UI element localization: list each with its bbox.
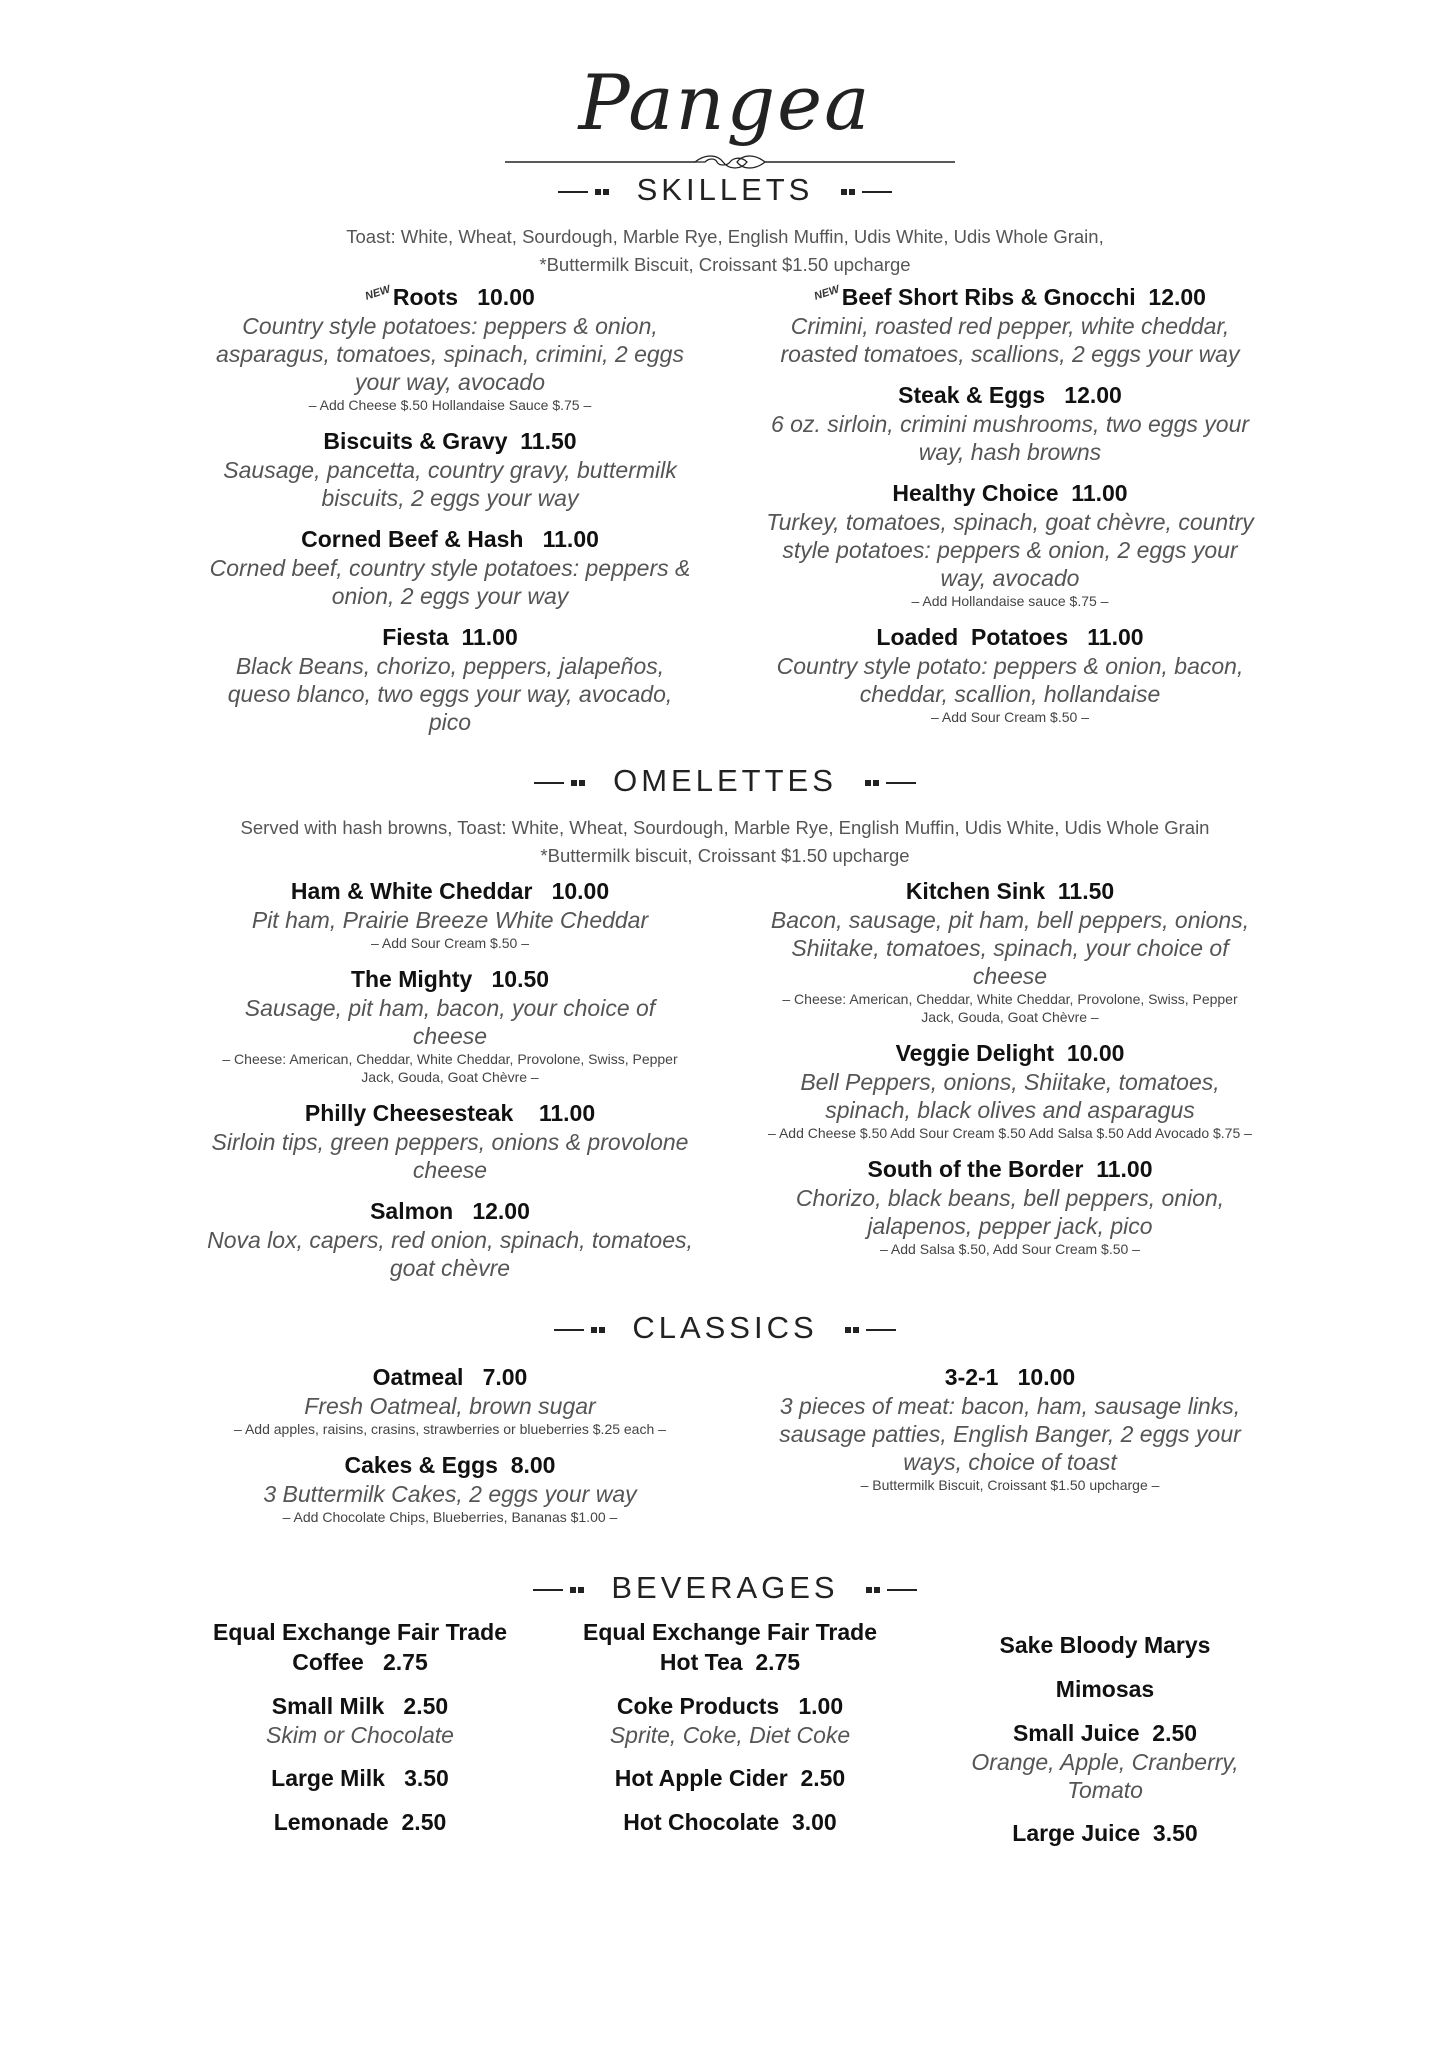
menu-item-name: Veggie Delight 10.00 bbox=[895, 1040, 1125, 1066]
menu-item-addon: – Cheese: American, Cheddar, White Cheddar, Provolone, Swiss, Pepper Jack, Gouda, Goat Chèvre – bbox=[782, 991, 1238, 1025]
section-heading-omelettes: OMELETTES bbox=[0, 763, 1450, 799]
menu-item-name: NEWBeef Short Ribs & Gnocchi 12.00 bbox=[765, 282, 1255, 312]
menu-item-addon: – Add Sour Cream $.50 – bbox=[931, 709, 1089, 725]
section-heading-skillets: SKILLETS bbox=[0, 172, 1450, 208]
menu-item-name: Cakes & Eggs 8.00 bbox=[344, 1452, 556, 1478]
menu-item-name: Loaded Potatoes 11.00 bbox=[876, 624, 1144, 650]
menu-item-description: Orange, Apple, Cranberry, Tomato bbox=[971, 1749, 1239, 1803]
menu-item-addon: – Cheese: American, Cheddar, White Cheddar, Provolone, Swiss, Pepper Jack, Gouda, Goat Chèvre – bbox=[222, 1051, 678, 1085]
menu-item bbox=[205, 426, 695, 512]
classics-left-column bbox=[205, 1362, 695, 1538]
menu-item bbox=[205, 524, 695, 610]
menu-item-name: Mimosas bbox=[1055, 1676, 1155, 1702]
menu-item-name: Steak & Eggs 12.00 bbox=[898, 382, 1122, 408]
new-badge: NEW bbox=[363, 283, 393, 303]
menu-item bbox=[210, 1691, 510, 1749]
section-heading-beverages: BEVERAGES bbox=[0, 1570, 1450, 1606]
menu-item bbox=[765, 1154, 1255, 1258]
omelettes-note: Served with hash browns, Toast: White, Wheat, Sourdough, Marble Rye, English Muffin, Udis White, Udis Whole Grain *Buttermilk biscuit, Croissant $1.50 upcharge bbox=[240, 817, 1210, 866]
menu-item-name: Small Milk 2.50 bbox=[271, 1693, 449, 1719]
menu-item-addon: – Add apples, raisins, crasins, strawberries or blueberries $.25 each – bbox=[234, 1421, 666, 1437]
menu-item bbox=[580, 1691, 880, 1749]
menu-item bbox=[205, 876, 695, 952]
menu-item bbox=[205, 282, 695, 414]
menu-item-name: The Mighty 10.50 bbox=[350, 966, 550, 992]
menu-item-description: Sausage, pit ham, bacon, your choice of cheese bbox=[244, 995, 656, 1049]
menu-item-name: Corned Beef & Hash 11.00 bbox=[301, 526, 599, 552]
menu-item bbox=[580, 1763, 880, 1793]
menu-item-name: Large Milk 3.50 bbox=[271, 1765, 449, 1791]
menu-item bbox=[765, 876, 1255, 1026]
menu-item bbox=[210, 1617, 514, 1677]
menu-item bbox=[955, 1718, 1255, 1804]
menu-item-name: South of the Border 11.00 bbox=[867, 1156, 1153, 1182]
menu-item-description: Crimini, roasted red pepper, white cheddar, roasted tomatoes, scallions, 2 eggs your way bbox=[780, 313, 1240, 367]
menu-item-name: Oatmeal 7.00 bbox=[372, 1364, 528, 1390]
menu-item bbox=[210, 1763, 510, 1793]
menu-item-description: Fresh Oatmeal, brown sugar bbox=[304, 1393, 596, 1419]
menu-item-description: Skim or Chocolate bbox=[266, 1722, 454, 1748]
menu-item bbox=[210, 1807, 510, 1837]
menu-item-name: Large Juice 3.50 bbox=[1012, 1820, 1198, 1846]
omelettes-right-column bbox=[765, 876, 1255, 1270]
menu-item-description: Pit ham, Prairie Breeze White Cheddar bbox=[251, 907, 649, 933]
menu-item-name: Hot Apple Cider 2.50 bbox=[614, 1765, 846, 1791]
menu-item-description: Country style potato: peppers & onion, bacon, cheddar, scallion, hollandaise bbox=[776, 653, 1244, 707]
menu-item bbox=[765, 380, 1255, 466]
skillets-right-column bbox=[765, 282, 1255, 738]
menu-item-description: 6 oz. sirloin, crimini mushrooms, two eggs your way, hash browns bbox=[770, 411, 1250, 465]
menu-item bbox=[580, 1807, 880, 1837]
section-heading-classics: CLASSICS bbox=[0, 1310, 1450, 1346]
beverages-column-3 bbox=[955, 1630, 1255, 1862]
menu-item-name: Equal Exchange Fair Trade Hot Tea 2.75 bbox=[583, 1619, 884, 1675]
menu-item bbox=[765, 1038, 1255, 1142]
menu-item-name: Fiesta 11.00 bbox=[382, 624, 518, 650]
menu-item-addon: – Add Cheese $.50 Add Sour Cream $.50 Add Salsa $.50 Add Avocado $.75 – bbox=[768, 1125, 1252, 1141]
menu-item bbox=[765, 1362, 1255, 1494]
menu-item bbox=[205, 1450, 695, 1526]
menu-item-name: Small Juice 2.50 bbox=[1012, 1720, 1198, 1746]
menu-item-name: 3-2-1 10.00 bbox=[944, 1364, 1076, 1390]
menu-item-name: Salmon 12.00 bbox=[370, 1198, 530, 1224]
menu-item-addon: – Add Hollandaise sauce $.75 – bbox=[911, 593, 1109, 609]
menu-item-description: Country style potatoes: peppers & onion, asparagus, tomatoes, spinach, crimini, 2 eggs your way, avocado bbox=[216, 313, 684, 395]
menu-item-description: 3 pieces of meat: bacon, ham, sausage links, sausage patties, English Banger, 2 eggs your ways, choice of toast bbox=[779, 1393, 1241, 1475]
menu-item-description: Bacon, sausage, pit ham, bell peppers, onions, Shiitake, tomatoes, spinach, your choice of cheese bbox=[770, 907, 1250, 989]
menu-item bbox=[955, 1818, 1255, 1848]
menu-item-name: Philly Cheesesteak 11.00 bbox=[304, 1100, 596, 1126]
menu-item-description: Black Beans, chorizo, peppers, jalapeños, queso blanco, two eggs your way, avocado, pico bbox=[227, 653, 673, 735]
menu-item-name: Hot Chocolate 3.00 bbox=[623, 1809, 837, 1835]
menu-item-name: NEWRoots 10.00 bbox=[205, 282, 695, 312]
menu-item-name: Lemonade 2.50 bbox=[273, 1809, 447, 1835]
menu-item-description: Sprite, Coke, Diet Coke bbox=[609, 1722, 851, 1748]
restaurant-logo: Pangea bbox=[578, 58, 872, 147]
beverages-column-1 bbox=[210, 1617, 514, 1851]
menu-item-description: Corned beef, country style potatoes: peppers & onion, 2 eggs your way bbox=[209, 555, 691, 609]
menu-item-description: Bell Peppers, onions, Shiitake, tomatoes, spinach, black olives and asparagus bbox=[800, 1069, 1220, 1123]
menu-item-description: Sirloin tips, green peppers, onions & provolone cheese bbox=[211, 1129, 689, 1183]
menu-item-description: Turkey, tomatoes, spinach, goat chèvre, country style potatoes: peppers & onion, 2 eggs your way, avocado bbox=[766, 509, 1254, 591]
menu-item-addon: – Buttermilk Biscuit, Croissant $1.50 upcharge – bbox=[860, 1477, 1160, 1493]
menu-item bbox=[205, 622, 695, 736]
menu-item bbox=[205, 1196, 695, 1282]
menu-item bbox=[765, 478, 1255, 610]
menu-item-addon: – Add Cheese $.50 Hollandaise Sauce $.75 – bbox=[308, 397, 592, 413]
menu-item-description: Nova lox, capers, red onion, spinach, tomatoes, goat chèvre bbox=[207, 1227, 693, 1281]
beverages-column-2 bbox=[580, 1617, 884, 1851]
menu-item bbox=[765, 282, 1255, 368]
menu-item bbox=[955, 1630, 1255, 1660]
menu-item-name: Sake Bloody Marys bbox=[999, 1632, 1211, 1658]
menu-item-description: 3 Buttermilk Cakes, 2 eggs your way bbox=[263, 1481, 637, 1507]
menu-item-name: Biscuits & Gravy 11.50 bbox=[323, 428, 577, 454]
classics-right-column bbox=[765, 1362, 1255, 1506]
skillets-note: Toast: White, Wheat, Sourdough, Marble Rye, English Muffin, Udis White, Udis Whole Grain, *Buttermilk Biscuit, Croissant $1.50 upcharge bbox=[346, 226, 1104, 275]
menu-item bbox=[955, 1674, 1255, 1704]
menu-item-name: Healthy Choice 11.00 bbox=[892, 480, 1128, 506]
ornament-divider bbox=[505, 152, 955, 172]
menu-item-description: Chorizo, black beans, bell peppers, onion, jalapenos, pepper jack, pico bbox=[795, 1185, 1225, 1239]
menu-item bbox=[580, 1617, 884, 1677]
menu-item-addon: – Add Chocolate Chips, Blueberries, Bananas $1.00 – bbox=[282, 1509, 618, 1525]
menu-item-name: Coke Products 1.00 bbox=[616, 1693, 844, 1719]
new-badge: NEW bbox=[812, 283, 841, 303]
menu-item-name: Kitchen Sink 11.50 bbox=[905, 878, 1115, 904]
menu-item-description: Sausage, pancetta, country gravy, buttermilk biscuits, 2 eggs your way bbox=[223, 457, 677, 511]
menu-item-addon: – Add Salsa $.50, Add Sour Cream $.50 – bbox=[880, 1241, 1140, 1257]
menu-item bbox=[205, 1098, 695, 1184]
menu-item-name: Equal Exchange Fair Trade Coffee 2.75 bbox=[213, 1619, 514, 1675]
menu-item bbox=[205, 964, 695, 1086]
menu-item bbox=[205, 1362, 695, 1438]
menu-item-addon: – Add Sour Cream $.50 – bbox=[371, 935, 529, 951]
omelettes-left-column bbox=[205, 876, 695, 1294]
skillets-left-column bbox=[205, 282, 695, 748]
menu-item-name: Ham & White Cheddar 10.00 bbox=[290, 878, 610, 904]
menu-item bbox=[765, 622, 1255, 726]
